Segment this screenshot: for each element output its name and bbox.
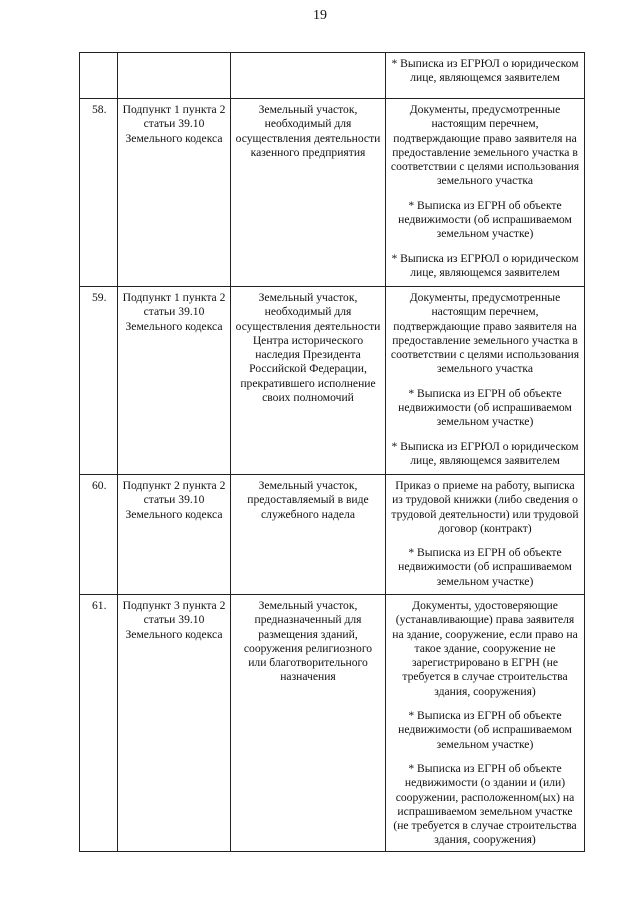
land-plot-cell: Земельный участок, предназначенный для размещения зданий, сооружения религиозного или благотворительного назначения [231, 595, 386, 852]
document-item: * Выписка из ЕГРН об объекте недвижимости (об испрашиваемом земельном участке) [398, 198, 572, 241]
document-item: * Выписка из ЕГРН об объекте недвижимости (об испрашиваемом земельном участке) [398, 546, 572, 588]
land-plot-cell: Земельный участок, необходимый для осуществления деятельности Центра исторического наследия Президента Российской Федерации, прекратившего исполнение своих полномочий [231, 287, 386, 475]
documents-cell [386, 99, 585, 287]
land-plot-cell: Земельный участок, предоставляемый в виде служебного надела [231, 475, 386, 595]
page-number: 19 [313, 8, 327, 23]
document-item: * Выписка из ЕГРН об объекте недвижимости (об испрашиваемом земельном участке) [398, 386, 572, 429]
document-item: * Выписка из ЕГРН об объекте недвижимости (о здании и (или) сооружении, расположенном(ых) на испрашиваемом земельном участке (не требуется в случае строительства здания, сооружения) [393, 761, 577, 847]
row-number-cell: 60. [80, 475, 118, 595]
document-item: Документы, удостоверяющие (устанавливающие) права заявителя на здание, сооружение, если право на такое здание, сооружение не зарегистрировано в ЕГРН (не требуется в случае строительства здания, сооружения) [392, 599, 578, 698]
documents-cell [386, 287, 585, 475]
land-plot-cell [231, 53, 386, 99]
document-item: Приказ о приеме на работу, выписка из трудовой книжки (либо сведения о трудовой деятельности) или трудовой договор (контракт) [391, 479, 579, 535]
documents-cell [386, 595, 585, 852]
table-row [80, 53, 585, 99]
legal-basis-cell: Подпункт 1 пункта 2 статьи 39.10 Земельного кодекса [118, 99, 231, 287]
table-row [80, 99, 585, 287]
document-item: Документы, предусмотренные настоящим перечнем, подтверждающие право заявителя на предоставление земельного участка в соответствии с целями использования земельного участка [390, 103, 580, 188]
legal-basis-cell: Подпункт 2 пункта 2 статьи 39.10 Земельного кодекса [118, 475, 231, 595]
legal-basis-cell [118, 53, 231, 99]
document-item: * Выписка из ЕГРЮЛ о юридическом лице, являющемся заявителем [391, 251, 579, 279]
documents-table [79, 52, 585, 852]
documents-cell [386, 475, 585, 595]
document-item: * Выписка из ЕГРЮЛ о юридическом лице, являющемся заявителем [391, 57, 579, 85]
documents-cell [386, 53, 585, 99]
document-item: * Выписка из ЕГРЮЛ о юридическом лице, являющемся заявителем [391, 439, 579, 467]
row-number-cell: 59. [80, 287, 118, 475]
table-row [80, 287, 585, 475]
legal-basis-cell: Подпункт 1 пункта 2 статьи 39.10 Земельного кодекса [118, 287, 231, 475]
land-plot-cell: Земельный участок, необходимый для осуществления деятельности казенного предприятия [231, 99, 386, 287]
table-row [80, 595, 585, 852]
document-item: Документы, предусмотренные настоящим перечнем, подтверждающие право заявителя на предоставление земельного участка в соответствии с целями использования земельного участка [390, 291, 580, 376]
table-row [80, 475, 585, 595]
row-number-cell: 58. [80, 99, 118, 287]
legal-basis-cell: Подпункт 3 пункта 2 статьи 39.10 Земельного кодекса [118, 595, 231, 852]
row-number-cell: 61. [80, 595, 118, 852]
row-number-cell [80, 53, 118, 99]
document-item: * Выписка из ЕГРН об объекте недвижимости (об испрашиваемом земельном участке) [398, 709, 572, 751]
